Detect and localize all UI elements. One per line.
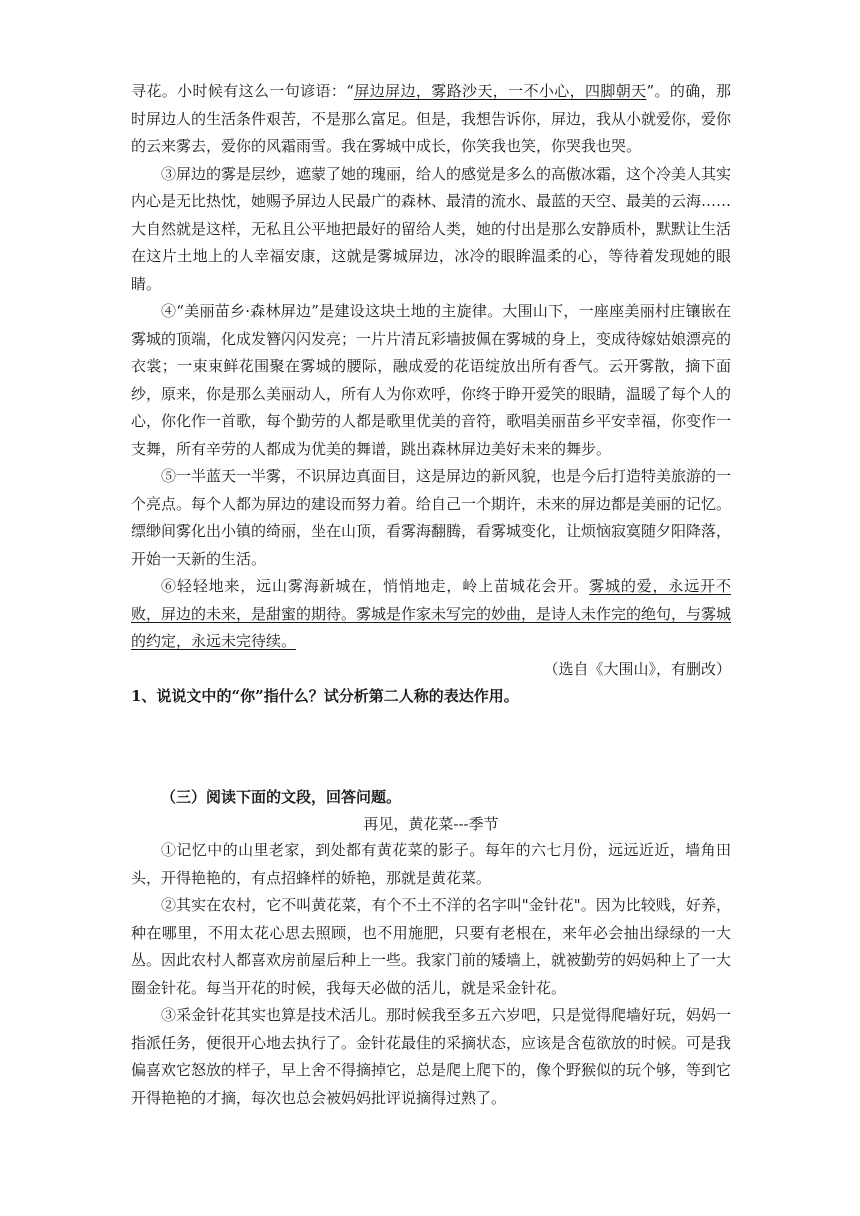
underlined-proverb: 屏边屏边，雾路沙天，一不小心，四脚朝天 <box>353 82 647 100</box>
paragraph-text: ”。的确，那时屏边人的生活条件艰苦，不是那么富足。但是，我想告诉你，屏边，我从小就爱你，爱你的云来雾去，爱你的风霜雨雪。我在雾城中成长，你笑我也笑，你哭我也哭。 <box>131 82 732 155</box>
article-paragraph-1: ①记忆中的山里老家，到处都有黄花菜的影子。每年的六七月份，远远近近，墙角田头，开得艳艳的，有点招蜂样的娇艳，那就是黄花菜。 <box>131 841 731 887</box>
paragraph-6 <box>131 573 731 656</box>
paragraph-continued <box>131 78 731 161</box>
section-heading: （三）阅读下面的文段，回答问题。 <box>161 788 402 806</box>
source-citation: （选自《大围山》，有删改） <box>543 659 731 678</box>
underlined-sentence: 雾城的爱，永远开不败，屏边的未来，是甜蜜的期待。雾城是作家未写完的妙曲，是诗人未作完的绝句，与雾城的约定，永远未完待续。 <box>131 577 732 650</box>
passage-continuation <box>131 78 731 710</box>
section-3 <box>131 784 731 1112</box>
question-1: 1、说说文中的“你”指什么？试分析第二人称的表达作用。 <box>131 686 519 705</box>
paragraph-text: ⑥轻轻地来，远山雾海新城在，悄悄地走，岭上苗城花会开。 <box>161 577 590 595</box>
article-paragraph-2: ②其实在农村，它不叫黄花菜，有个不土不洋的名字叫"金针花"。因为比较贱，好养，种在哪里，不用太花心思去照顾，也不用施肥，只要有老根在，来年必会抽出绿绿的一大丛。因此农村人都喜欢房前屋后种上一些。我家门前的矮墙上，就被勤劳的妈妈种上了一大圈金针花。每当开花的时候，我每天必做的活儿，就是采金针花。 <box>131 896 732 997</box>
paragraph-5: ⑤一半蓝天一半雾，不识屏边真面目，这是屏边的新风貌，也是今后打造特美旅游的一个亮点。每个人都为屏边的建设而努力着。给自己一个期许，未来的屏边都是美丽的记忆。缥缈间雾化出小镇的绮丽，坐在山顶，看雾海翻腾，看雾城变化，让烦恼寂寞随夕阳降落，开始一天新的生活。 <box>131 467 732 568</box>
article-title: 再见，黄花菜---季节 <box>363 815 499 833</box>
paragraph-3: ③屏边的雾是层纱，遮蒙了她的瑰丽，给人的感觉是多么的高傲冰霜，这个冷美人其实内心是无比热忱，她赐予屏边人民最广的森林、最清的流水、最蓝的天空、最美的云海……大自然就是这样，无私且公平地把最好的留给人类，她的付出是那么安静质朴，默默让生活在这片土地上的人幸福安康，这就是雾城屏边，冰冷的眼眸温柔的心，等待着发现她的眼睛。 <box>131 164 732 293</box>
paragraph-4: ④“美丽苗乡·森林屏边”是建设这块土地的主旋律。大围山下，一座座美丽村庄镶嵌在雾城的顶端，化成发簪闪闪发亮；一片片清瓦彩墙披佩在雾城的身上，变成待嫁姑娘漂亮的衣裳；一束束鲜花围聚在雾城的腰际，融成爱的花语绽放出所有香气。云开雾散，摘下面纱，原来，你是那么美丽动人，所有人为你欢呼，你终于睁开爱笑的眼睛，温暖了每个人的心，你化作一首歌，每个勤劳的人都是歌里优美的音符，歌唱美丽苗乡平安幸福，你变作一支舞，所有辛劳的人都成为优美的舞谱，跳出森林屏边美好未来的舞步。 <box>131 302 732 458</box>
article-paragraph-3: ③采金针花其实也算是技术活儿。那时候我至多五六岁吧，只是觉得爬墙好玩，妈妈一指派任务，便很开心地去执行了。金针花最佳的采摘状态，应该是含苞欲放的时候。可是我偏喜欢它怒放的样子，早上舍不得摘掉它，总是爬上爬下的，像个野猴似的玩个够，等到它开得艳艳的才摘，每次也总会被妈妈批评说摘得过熟了。 <box>131 1006 732 1107</box>
paragraph-text: 寻花。小时候有这么一句谚语：“ <box>131 82 354 100</box>
